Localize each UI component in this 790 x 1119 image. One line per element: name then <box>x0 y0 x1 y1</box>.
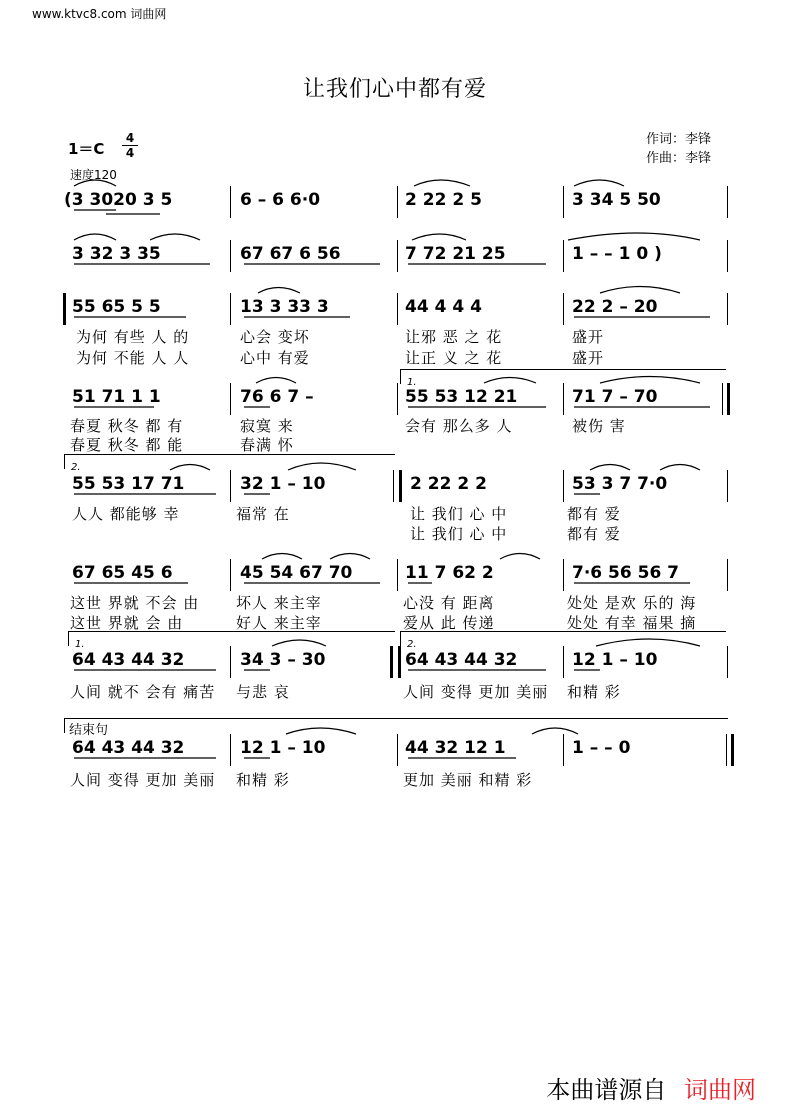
slur <box>330 554 370 560</box>
lyric: 让正 义 之 花 <box>405 349 503 367</box>
time-sig-top: 4 <box>125 131 135 145</box>
lyric: 爱从 此 传递 <box>403 614 495 632</box>
measure: 64 43 44 32 <box>405 650 518 670</box>
lyric: 心中 有爱 <box>240 349 310 367</box>
lyric: 处处 有幸 福果 摘 <box>567 614 697 632</box>
lyric: 人人 都能够 幸 <box>72 505 180 523</box>
measure: 12 1 – 10 <box>240 738 326 758</box>
lyric: 会有 那么多 人 <box>405 417 513 435</box>
slur <box>74 234 116 240</box>
lyric: 这世 界就 不会 由 <box>70 594 200 612</box>
watermark-left: 本曲谱源自 <box>546 1076 667 1104</box>
lyric: 和精 彩 <box>236 771 290 789</box>
lyric: 人间 变得 更加 美丽 <box>403 683 549 701</box>
first-ending-label: 1. <box>75 639 85 650</box>
slur <box>600 377 700 384</box>
slur <box>596 639 700 646</box>
slur <box>288 463 356 470</box>
measure: 64 43 44 32 <box>72 738 185 758</box>
slur <box>412 234 466 240</box>
lyric: 都有 爱 <box>567 525 621 543</box>
measure: 32 1 – 10 <box>240 474 326 494</box>
measure: 51 71 1 1 <box>72 387 161 407</box>
measure: 44 32 12 1 <box>405 738 506 758</box>
slur <box>568 233 700 240</box>
measure: 2 22 2 2 <box>410 474 487 494</box>
watermark-right[interactable]: 词曲网 <box>684 1076 756 1104</box>
measure: 55 53 17 71 <box>72 474 185 494</box>
composer-credit: 作曲：李锋 <box>646 151 712 166</box>
lyric: 人间 变得 更加 美丽 <box>70 771 216 789</box>
lyric: 与悲 哀 <box>236 683 290 701</box>
slur <box>532 728 578 734</box>
time-sig-bottom: 4 <box>122 145 138 160</box>
lyric: 春满 怀 <box>240 436 294 454</box>
measure: 2 22 2 5 <box>405 190 482 210</box>
slur <box>258 288 300 294</box>
lyric: 都有 爱 <box>567 505 621 523</box>
slur <box>150 234 200 240</box>
measure: 34 3 – 30 <box>240 650 326 670</box>
measure: 7·6 56 56 7 <box>572 563 680 583</box>
measure: 11 7 62 2 <box>405 563 494 583</box>
slur <box>272 640 326 646</box>
measure: 55 53 12 21 <box>405 387 518 407</box>
measure: 53 3 7 7·0 <box>572 474 668 494</box>
measure: 64 43 44 32 <box>72 650 185 670</box>
lyric: 为何 不能 人 人 <box>76 349 190 367</box>
measure: 12 1 – 10 <box>572 650 658 670</box>
lyric: 心会 变坏 <box>240 328 310 346</box>
key-signature: 1＝C <box>68 140 105 158</box>
lyric: 被伤 害 <box>572 417 626 435</box>
lyric: 福常 在 <box>236 505 290 523</box>
slur <box>286 728 356 734</box>
measure: 55 65 5 5 <box>72 297 161 317</box>
lyric: 春夏 秋冬 都 能 <box>70 436 184 454</box>
lyric: 让邪 恶 之 花 <box>405 328 503 346</box>
tempo-marking: 速度120 <box>70 168 117 182</box>
lyric: 心没 有 距离 <box>403 594 495 612</box>
lyricist-credit: 作词：李锋 <box>646 132 712 147</box>
lyric: 更加 美丽 和精 彩 <box>403 771 533 789</box>
slur <box>262 554 302 560</box>
measure: 71 7 – 70 <box>572 387 658 407</box>
lyric: 人间 就不 会有 痛苦 <box>70 683 216 701</box>
lyric: 处处 是欢 乐的 海 <box>567 594 697 612</box>
slur <box>414 180 470 186</box>
measure: 67 65 45 6 <box>72 563 173 583</box>
slur <box>500 554 540 560</box>
lyric: 盛开 <box>572 328 605 346</box>
lyric: 好人 来主宰 <box>236 614 322 632</box>
measure: 67 67 6 56 <box>240 244 341 264</box>
measure: 76 6 7 – <box>240 387 314 407</box>
measure: 22 2 – 20 <box>572 297 658 317</box>
slur <box>660 465 700 471</box>
lyric: 这世 界就 会 由 <box>70 614 184 632</box>
measure: 45 54 67 70 <box>240 563 353 583</box>
second-ending-label: 2. <box>71 462 81 473</box>
slur <box>574 180 624 186</box>
slur <box>256 378 296 384</box>
lyric: 让 我们 心 中 <box>410 505 508 523</box>
measure: 3 32 3 35 <box>72 244 161 264</box>
first-ending-label: 1. <box>407 377 417 388</box>
measure: 1 – – 0 <box>572 738 631 758</box>
measure: 6 – 6 6·0 <box>240 190 321 210</box>
slur <box>74 180 116 186</box>
lyric: 让 我们 心 中 <box>410 525 508 543</box>
measure: 13 3 33 3 <box>240 297 329 317</box>
lyric: 和精 彩 <box>567 683 621 701</box>
measure: (3 3020 3 5 <box>64 190 173 210</box>
lyric: 寂寞 来 <box>240 417 294 435</box>
lyric: 春夏 秋冬 都 有 <box>70 417 184 435</box>
slur <box>590 465 630 471</box>
slur <box>484 378 536 384</box>
slur <box>600 287 680 294</box>
slur <box>170 465 210 471</box>
lyric: 坏人 来主宰 <box>236 594 322 612</box>
coda-label: 结束句 <box>69 723 109 738</box>
site-url: www.ktvc8.com 词曲网 <box>32 7 167 21</box>
lyric: 为何 有些 人 的 <box>76 328 190 346</box>
measure: 7 72 21 25 <box>405 244 506 264</box>
song-title: 让我们心中都有爱 <box>302 77 487 102</box>
measure: 1 – – 1 0 ) <box>572 244 662 264</box>
watermark <box>546 1070 756 1105</box>
measure: 44 4 4 4 <box>405 297 482 317</box>
second-ending-label: 2. <box>407 639 417 650</box>
lyric: 盛开 <box>572 349 605 367</box>
measure: 3 34 5 50 <box>572 190 661 210</box>
